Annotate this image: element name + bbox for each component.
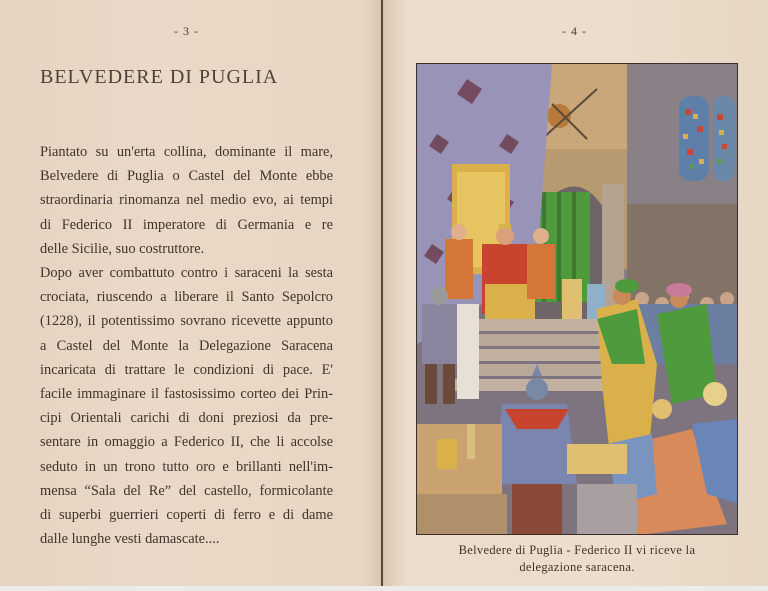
text-line: (1228), il potentissimo sovrano ricevette appunto (40, 313, 333, 330)
background-strip (0, 586, 768, 591)
illustration-federico-ii-throne-room (416, 63, 738, 535)
text-line: seduto in un trono tutto oro e brillanti nell'im- (40, 458, 333, 475)
text-line: di superbi guerrieri coperti di ferro e di dame (40, 507, 333, 524)
page-number-right: - 4 - (562, 24, 587, 38)
text-line: facile immaginare il fastosissimo corteo dei Prin- (40, 386, 333, 403)
text-line: mensa “Sala del Re” del castello, formicolante (40, 482, 333, 499)
text-line: Dopo aver combattuto contro i saraceni la sesta (40, 265, 333, 282)
text-line: Piantato su un'erta collina, dominante il mare, (40, 144, 333, 160)
caption-line-1: Belvedere di Puglia - Federico II vi riceve la (458, 543, 696, 557)
caption-line-2: delegazione saracena. (519, 560, 635, 574)
text-line: a Castel del Monte la Delegazione Saracena (40, 337, 333, 354)
text-line: sentare in omaggio a Federico II, che li accolse (40, 434, 333, 451)
chapter-title: BELVEDERE DI PUGLIA (40, 66, 279, 88)
page-number-left: - 3 - (174, 24, 199, 38)
text-line: delle Sicilie, suo costruttore. (40, 240, 205, 257)
text-line: di Federico II imperatore di Germania e re (40, 216, 333, 233)
text-line: cipi Orientali carichi di doni preziosi da pre- (40, 410, 333, 427)
illustration-caption (416, 542, 738, 576)
text-line: crociata, riuscendo a liberare il Santo Sepolcro (40, 289, 333, 306)
book-spine (381, 0, 383, 586)
text-line: straordinaria rinomanza nel medio evo, ai tempi (40, 192, 333, 209)
text-line: Belvedere di Puglia o Castel del Monte ebbe (40, 168, 333, 185)
text-line: dalle lunghe vesti damascate.... (40, 531, 220, 548)
throne-room-painting (417, 64, 738, 535)
text-line: incaricata di trattare le condizioni di pace. E' (40, 361, 333, 378)
body-text (40, 140, 333, 551)
